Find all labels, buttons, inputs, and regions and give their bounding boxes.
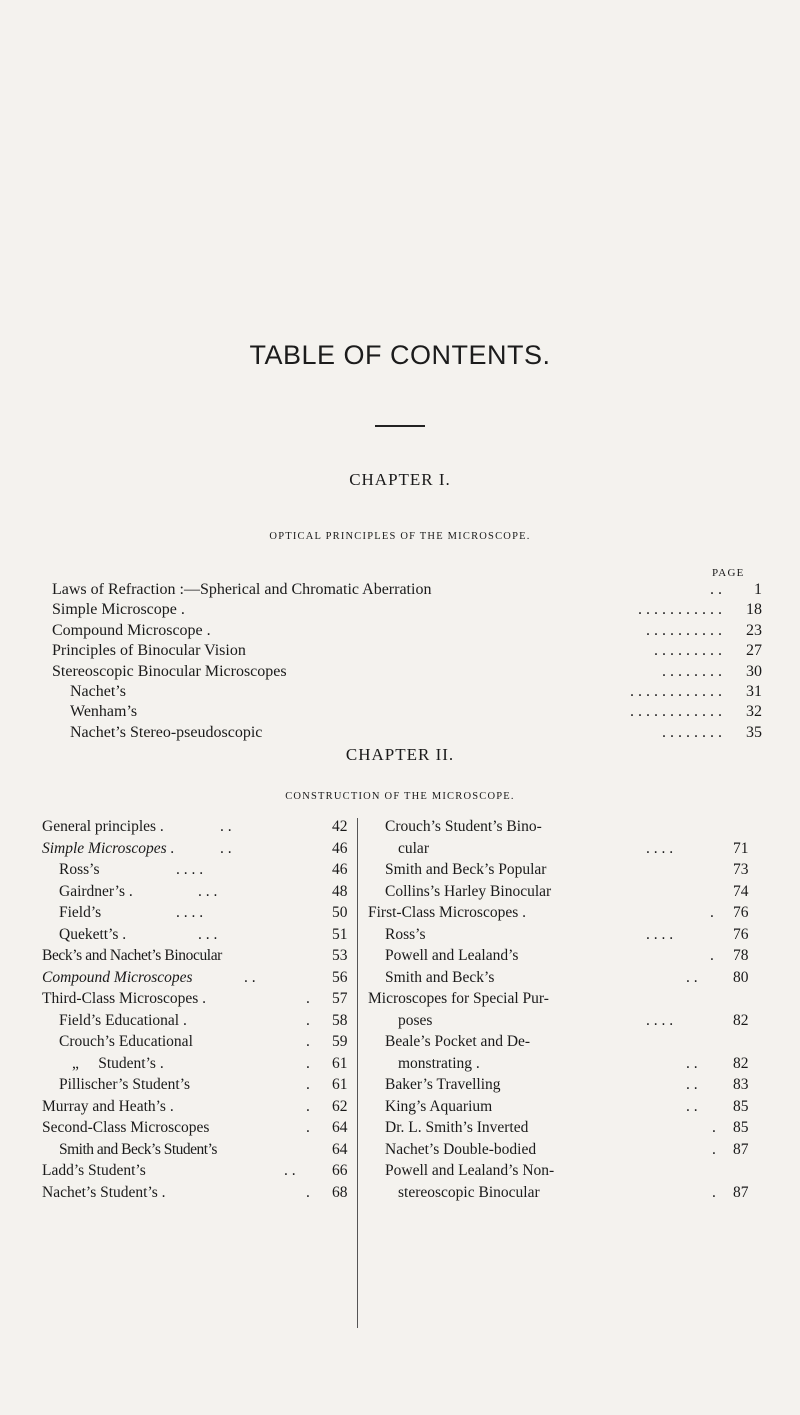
entry-page: 1 <box>754 581 762 598</box>
page-title: TABLE OF CONTENTS. <box>249 340 551 370</box>
entry-label: King’s Aquarium <box>385 1097 493 1115</box>
entry-label: Nachet’s <box>70 682 126 700</box>
toc-entry[interactable] <box>42 1096 360 1118</box>
leader-dots: . . <box>220 818 232 835</box>
toc-entry[interactable] <box>368 967 761 989</box>
toc-entry[interactable] <box>368 859 761 881</box>
leader-dots: . . . . <box>176 861 204 878</box>
toc-entry[interactable] <box>42 1031 360 1053</box>
entry-label: Second-Class Microscopes <box>42 1119 210 1136</box>
leader-dots: . <box>306 1119 310 1136</box>
entry-label: Nachet’s Student’s . <box>42 1183 166 1201</box>
entry-label: Pillischer’s Student’s <box>59 1076 191 1093</box>
leader-dots: . . <box>686 1097 698 1115</box>
entry-page: 87 <box>733 1183 749 1201</box>
entry-page: 18 <box>746 601 762 619</box>
entry-label: Dr. L. Smith’s Inverted <box>385 1119 529 1136</box>
entry-page: 50 <box>332 904 348 921</box>
toc-entry[interactable] <box>368 838 761 860</box>
toc-entry[interactable] <box>368 1096 761 1118</box>
toc-entry[interactable] <box>42 1160 360 1182</box>
leader-dots: . . . . <box>646 1011 674 1029</box>
entry-label: Baker’s Travelling <box>385 1076 501 1093</box>
chapter-2-right-column <box>368 816 761 1203</box>
entry-label: General principles . <box>42 818 164 835</box>
toc-entry[interactable] <box>42 1139 360 1161</box>
entry-label: Simple Microscopes . <box>42 839 175 857</box>
toc-entry[interactable] <box>42 988 360 1010</box>
chapter-1-heading: CHAPTER I. <box>349 470 451 489</box>
toc-entry[interactable] <box>368 1010 761 1032</box>
entry-page: 35 <box>746 723 762 741</box>
toc-entry[interactable] <box>368 945 761 967</box>
leader-dots: . <box>306 990 310 1007</box>
entry-page: 85 <box>733 1097 749 1115</box>
leader-dots: . . <box>686 1076 698 1093</box>
toc-entry[interactable] <box>368 816 761 838</box>
leader-dots: . . <box>686 1054 698 1072</box>
leader-dots: . . . . . . . . . . . . <box>630 703 722 721</box>
entry-page: 30 <box>746 662 762 680</box>
toc-entry[interactable] <box>42 1010 360 1032</box>
toc-entry[interactable] <box>52 682 762 702</box>
leader-dots: . . <box>686 968 698 986</box>
entry-page: 64 <box>332 1119 348 1136</box>
entry-label: Field’s <box>59 904 102 921</box>
leader-dots: . <box>306 1054 310 1072</box>
leader-dots: . . . . . . . . <box>662 662 722 680</box>
entry-page: 56 <box>332 968 348 986</box>
entry-page: 48 <box>332 882 348 900</box>
leader-dots: . <box>712 1119 716 1136</box>
toc-entry[interactable] <box>368 1053 761 1075</box>
leader-dots: . <box>710 904 714 921</box>
toc-entry[interactable] <box>368 1160 761 1182</box>
leader-dots: . . . . <box>646 839 674 857</box>
leader-dots: . <box>306 1097 310 1115</box>
entry-label: Nachet’s Stereo-pseudoscopic <box>70 723 263 741</box>
leader-dots: . . . . . . . . . . <box>646 621 722 639</box>
entry-page: 27 <box>746 642 762 660</box>
entry-page: 76 <box>733 904 749 921</box>
entry-label: Quekett’s . <box>59 925 127 943</box>
entry-page: 83 <box>733 1076 749 1093</box>
leader-dots: . . . . . . . . . <box>654 642 722 660</box>
leader-dots: . <box>306 1183 310 1201</box>
entry-page: 57 <box>332 990 348 1007</box>
entry-label: Ladd’s Student’s <box>42 1162 146 1179</box>
entry-page: 87 <box>733 1140 749 1158</box>
leader-dots: . . <box>244 968 256 986</box>
entry-label: monstrating . <box>398 1054 480 1072</box>
entry-page: 64 <box>332 1140 348 1158</box>
toc-entry[interactable] <box>42 1053 360 1075</box>
entry-page: 80 <box>733 968 749 986</box>
toc-entry[interactable] <box>368 1031 761 1053</box>
entry-page: 62 <box>332 1097 348 1115</box>
leader-dots: . <box>712 1183 716 1201</box>
chapter-2-left-column <box>42 816 360 1203</box>
toc-entry[interactable] <box>368 1139 761 1161</box>
entry-page: 53 <box>332 947 348 964</box>
toc-entry[interactable] <box>368 881 761 903</box>
leader-dots: . . . <box>198 925 218 943</box>
entry-label: Laws of Refraction :—Spherical and Chromatic Aberration <box>52 581 432 598</box>
entry-label: Field’s Educational . <box>59 1011 187 1029</box>
chapter-1-subtitle: OPTICAL PRINCIPLES OF THE MICROSCOPE. <box>269 531 531 542</box>
entry-page: 46 <box>332 861 348 878</box>
leader-dots: . <box>710 947 714 964</box>
entry-label: Gairdner’s . <box>59 882 133 900</box>
toc-entry[interactable] <box>52 621 762 641</box>
entry-page: 23 <box>746 621 762 639</box>
entry-label: stereoscopic Binocular <box>398 1183 540 1201</box>
entry-label: Microscopes for Special Pur- <box>368 990 549 1007</box>
entry-page: 76 <box>733 925 749 943</box>
toc-entry[interactable] <box>42 967 360 989</box>
leader-dots: . . . . . . . . . . . . <box>630 682 722 700</box>
leader-dots: . <box>306 1011 310 1029</box>
toc-entry[interactable] <box>368 902 761 924</box>
entry-label: Crouch’s Student’s Bino- <box>385 818 542 835</box>
toc-entry[interactable] <box>42 945 360 967</box>
entry-page: 68 <box>332 1183 348 1201</box>
toc-entry[interactable] <box>52 600 762 620</box>
toc-entry[interactable] <box>42 1074 360 1096</box>
chapter-2-heading: CHAPTER II. <box>345 745 455 764</box>
leader-dots: . . . <box>198 882 218 900</box>
toc-entry[interactable] <box>42 816 360 838</box>
entry-page: 51 <box>332 925 348 943</box>
chapter-2-subtitle: CONSTRUCTION OF THE MICROSCOPE. <box>285 791 515 802</box>
toc-entry[interactable] <box>42 859 360 881</box>
entry-page: 58 <box>332 1011 348 1029</box>
entry-label: Compound Microscope . <box>52 621 211 639</box>
entry-label: Beck’s and Nachet’s Binocular <box>42 947 222 964</box>
toc-entry[interactable] <box>42 1117 360 1139</box>
entry-label: Powell and Lealand’s <box>385 947 519 964</box>
entry-label: Collins’s Harley Binocular <box>385 882 552 900</box>
entry-page: 78 <box>733 947 749 964</box>
leader-dots: . . <box>710 581 722 598</box>
leader-dots: . . . . . . . . <box>662 723 722 741</box>
toc-entry[interactable] <box>52 662 762 682</box>
leader-dots: . <box>306 1076 310 1093</box>
entry-page: 61 <box>332 1054 348 1072</box>
toc-entry[interactable] <box>52 580 762 600</box>
entry-label: Smith and Beck’s Student’s <box>59 1140 217 1158</box>
toc-entry[interactable] <box>52 641 762 661</box>
entry-label: Smith and Beck’s Popular <box>385 861 547 878</box>
entry-label: Compound Microscopes <box>42 968 193 986</box>
toc-entry[interactable] <box>52 702 762 722</box>
entry-label: poses <box>398 1011 433 1029</box>
entry-page: 82 <box>733 1054 749 1072</box>
entry-page: 61 <box>332 1076 348 1093</box>
entry-label: Beale’s Pocket and De- <box>385 1033 531 1050</box>
toc-entry[interactable] <box>368 1074 761 1096</box>
leader-dots: . . . . <box>646 925 674 943</box>
entry-label: Nachet’s Double-bodied <box>385 1140 537 1158</box>
entry-label: Crouch’s Educational <box>59 1033 193 1050</box>
entry-page: 71 <box>733 839 749 857</box>
entry-page: 31 <box>746 682 762 700</box>
entry-label: Smith and Beck’s <box>385 968 495 986</box>
entry-label: First-Class Microscopes . <box>368 904 527 921</box>
entry-label: Third-Class Microscopes . <box>42 990 207 1007</box>
leader-dots: . <box>712 1140 716 1158</box>
leader-dots: . . <box>284 1162 296 1179</box>
entry-page: 73 <box>733 861 749 878</box>
entry-page: 32 <box>746 703 762 721</box>
entry-page: 59 <box>332 1033 348 1050</box>
title-rule <box>375 425 425 427</box>
leader-dots: . . <box>220 839 232 857</box>
entry-label: Stereoscopic Binocular Microscopes <box>52 662 287 680</box>
entry-label: Powell and Lealand’s Non- <box>385 1162 555 1179</box>
toc-entry[interactable] <box>368 924 761 946</box>
entry-label: Simple Microscope . <box>52 601 185 619</box>
entry-label: Murray and Heath’s . <box>42 1097 174 1115</box>
leader-dots: . . . . . . . . . . . <box>638 601 722 619</box>
entry-page: 74 <box>733 882 749 900</box>
leader-dots: . . . . <box>176 904 204 921</box>
toc-entry[interactable] <box>42 1182 360 1204</box>
entry-page: 66 <box>332 1162 348 1179</box>
toc-entry[interactable] <box>52 723 762 743</box>
entry-label: Wenham’s <box>70 703 138 721</box>
entry-label: Principles of Binocular Vision <box>52 642 246 660</box>
entry-page: 42 <box>332 818 348 835</box>
chapter-1-entries <box>52 580 762 743</box>
toc-entry[interactable] <box>42 838 360 860</box>
entry-label: „ Student’s . <box>72 1054 164 1072</box>
toc-entry[interactable] <box>368 1182 761 1204</box>
entry-label: cular <box>398 839 429 857</box>
page-column-label: PAGE <box>712 567 745 579</box>
leader-dots: . <box>306 1033 310 1050</box>
entry-label: Ross’s <box>59 861 100 878</box>
entry-page: 82 <box>733 1011 749 1029</box>
toc-entry[interactable] <box>42 881 360 903</box>
toc-entry[interactable] <box>42 902 360 924</box>
entry-page: 85 <box>733 1119 749 1136</box>
toc-entry[interactable] <box>368 1117 761 1139</box>
entry-page: 46 <box>332 839 348 857</box>
entry-label: Ross’s <box>385 925 426 943</box>
toc-entry[interactable] <box>368 988 761 1010</box>
toc-entry[interactable] <box>42 924 360 946</box>
